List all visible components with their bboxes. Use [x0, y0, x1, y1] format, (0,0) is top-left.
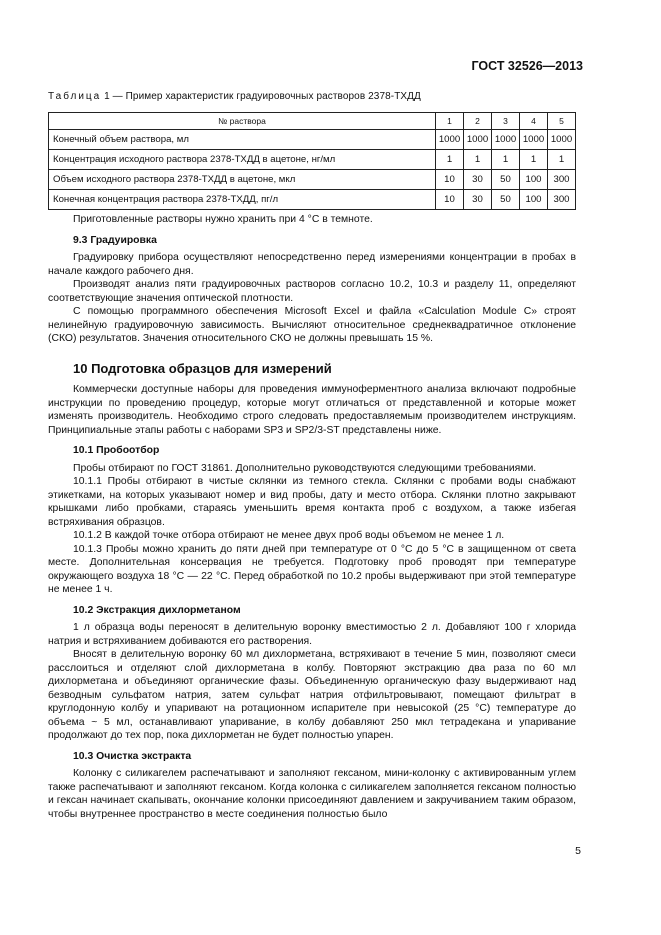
paragraph: Пробы отбирают по ГОСТ 31861. Дополнительно руководствуются следующими требованиями.: [73, 462, 537, 474]
chapter-heading: 10 Подготовка образцов для измерений: [73, 360, 332, 376]
paragraph: Приготовленные растворы нужно хранить при 4 °С в темноте.: [73, 214, 373, 225]
page-number: 5: [575, 845, 581, 857]
table-cell: 300: [548, 170, 576, 190]
table-header-cell: 1: [436, 113, 464, 130]
paragraph: Градуировку прибора осуществляют непосредственно перед измерениями концентрации в пробах в начале каждого рабочего дня.: [48, 252, 576, 277]
table-row: [49, 190, 576, 210]
table-cell: 1: [548, 150, 576, 170]
table-cell: 1: [464, 150, 492, 170]
table-cell: 10: [436, 190, 464, 210]
paragraph: Колонку с силикагелем распечатывают и заполняют гексаном, мини-колонку с активированным углем также распечатывают и заполняют гексаном. Когда колонка с силикагелем заполняется гексаном полностью и гексан начинает скапывать, окончание колонки присоединяют давлением и закручиванием таким образом, чтобы внутреннее пространство в месте соединения полностью было: [48, 768, 576, 820]
table-cell: Конечный объем раствора, мл: [49, 130, 436, 150]
table-caption: [48, 91, 421, 102]
table-cell: 10: [436, 170, 464, 190]
section-heading: 10.2 Экстракция дихлорметаном: [73, 604, 241, 616]
table-cell: 1000: [520, 130, 548, 150]
section-heading: 9.3 Градуировка: [73, 234, 157, 246]
table-cell: 30: [464, 190, 492, 210]
paragraph: Производят анализ пяти градуировочных растворов согласно 10.2, 10.3 и разделу 11, определяют соответствующие значения оптической плотности.: [48, 279, 576, 304]
section-heading: 10.1 Пробоотбор: [73, 445, 160, 456]
table-caption-text: 1 — Пример характеристик градуировочных растворов 2378-ТХДД: [104, 91, 421, 102]
document-code: ГОСТ 32526—2013: [471, 59, 583, 73]
table-cell: 1000: [492, 130, 520, 150]
table-cell: Объем исходного раствора 2378-ТХДД в ацетоне, мкл: [49, 170, 436, 190]
table-cell: 300: [548, 190, 576, 210]
table-cell: 50: [492, 190, 520, 210]
paragraph: Вносят в делительную воронку 60 мл дихлорметана, встряхивают в течение 5 мин, позволяют смеси расслоиться и отделяют слой дихлорметана в колбу. Повторяют экстракцию два раза по 60 мл дихлорметана и объединяют органические фазы. Объединенную органическую фазу выдерживают над безводным сульфатом натрия, затем сульфат натрия отфильтровывают, помещают фильтрат в круглодонную колбу и упаривают на ротационном испарителе при невысокой (25 °С) температуре до объема ~ 5 мл, останавливают упаривание, в колбу добавляют 250 мкл тетрадекана и упаривание продолжают до тех пор, пока дихлорметан не будет полностью упарен.: [48, 649, 576, 741]
table-cell: Концентрация исходного раствора 2378-ТХДД в ацетоне, нг/мл: [49, 150, 436, 170]
table-cell: Конечная концентрация раствора 2378-ТХДД, пг/л: [49, 190, 436, 210]
table-cell: 50: [492, 170, 520, 190]
table-header-cell: 5: [548, 113, 576, 130]
table-cell: 1000: [548, 130, 576, 150]
table-cell: 1: [492, 150, 520, 170]
table-cell: 1: [436, 150, 464, 170]
table-header-cell: 4: [520, 113, 548, 130]
table-cell: 1: [520, 150, 548, 170]
table-cell: 1000: [464, 130, 492, 150]
table-cell: 1000: [436, 130, 464, 150]
table-cell: 100: [520, 170, 548, 190]
table-header-row: [49, 113, 576, 130]
calibration-table: [48, 112, 576, 210]
table-header-cell: 3: [492, 113, 520, 130]
table-header-cell: № раствора: [49, 113, 436, 130]
table-row: [49, 170, 576, 190]
table-cell: 30: [464, 170, 492, 190]
table-caption-label: Таблица: [48, 91, 102, 102]
section-heading: 10.3 Очистка экстракта: [73, 750, 192, 762]
table-row: [49, 150, 576, 170]
paragraph: 10.1.2 В каждой точке отбора отбирают не менее двух проб воды объемом не менее 1 л.: [73, 530, 505, 541]
paragraph: 10.1.1 Пробы отбирают в чистые склянки из темного стекла. Склянки с пробами воды снабжают этикетками, на которых указывают номер и вид пробы, дату и место отбора. Склянки плотно закрывают крышками либо пробками, стараясь уменьшить время контакта проб с воздухом, а также избегая встряхивания образцов.: [48, 476, 576, 528]
paragraph: 1 л образца воды переносят в делительную воронку вместимостью 2 л. Добавляют 100 г хлорида натрия и встряхиванием добиваются его растворения.: [48, 622, 576, 647]
table-row: [49, 130, 576, 150]
paragraph: С помощью программного обеспечения Microsoft Excel и файла «Calculation Module C» строят нелинейную градуировочную зависимость. Вычисляют относительное среднеквадратичное отклонение (СКО) результатов. Значения относительного СКО не должны превышать 15 %.: [48, 306, 576, 344]
paragraph: 10.1.3 Пробы можно хранить до пяти дней при температуре от 0 °С до 5 °С в защищенном от света месте. Дополнительная консервация не требуется. Подготовку проб проводят при температуре окружающего воздуха 18 °С — 22 °С. Перед обработкой по 10.2 пробы выдерживают при этой температуре не менее 1 ч.: [48, 543, 576, 595]
table-cell: 100: [520, 190, 548, 210]
table-header-cell: 2: [464, 113, 492, 130]
paragraph: Коммерчески доступные наборы для проведения иммуноферментного анализа включают подробные инструкции по проведению процедур, которые могут отличаться от представленной и которые может изменять производитель. Необходимо строго следовать предоставляемым производителем инструкциям. Принципиальные этапы работы с наборами SP3 и SP2/3-ST представлены ниже.: [48, 384, 576, 436]
document-body: [48, 213, 576, 821]
